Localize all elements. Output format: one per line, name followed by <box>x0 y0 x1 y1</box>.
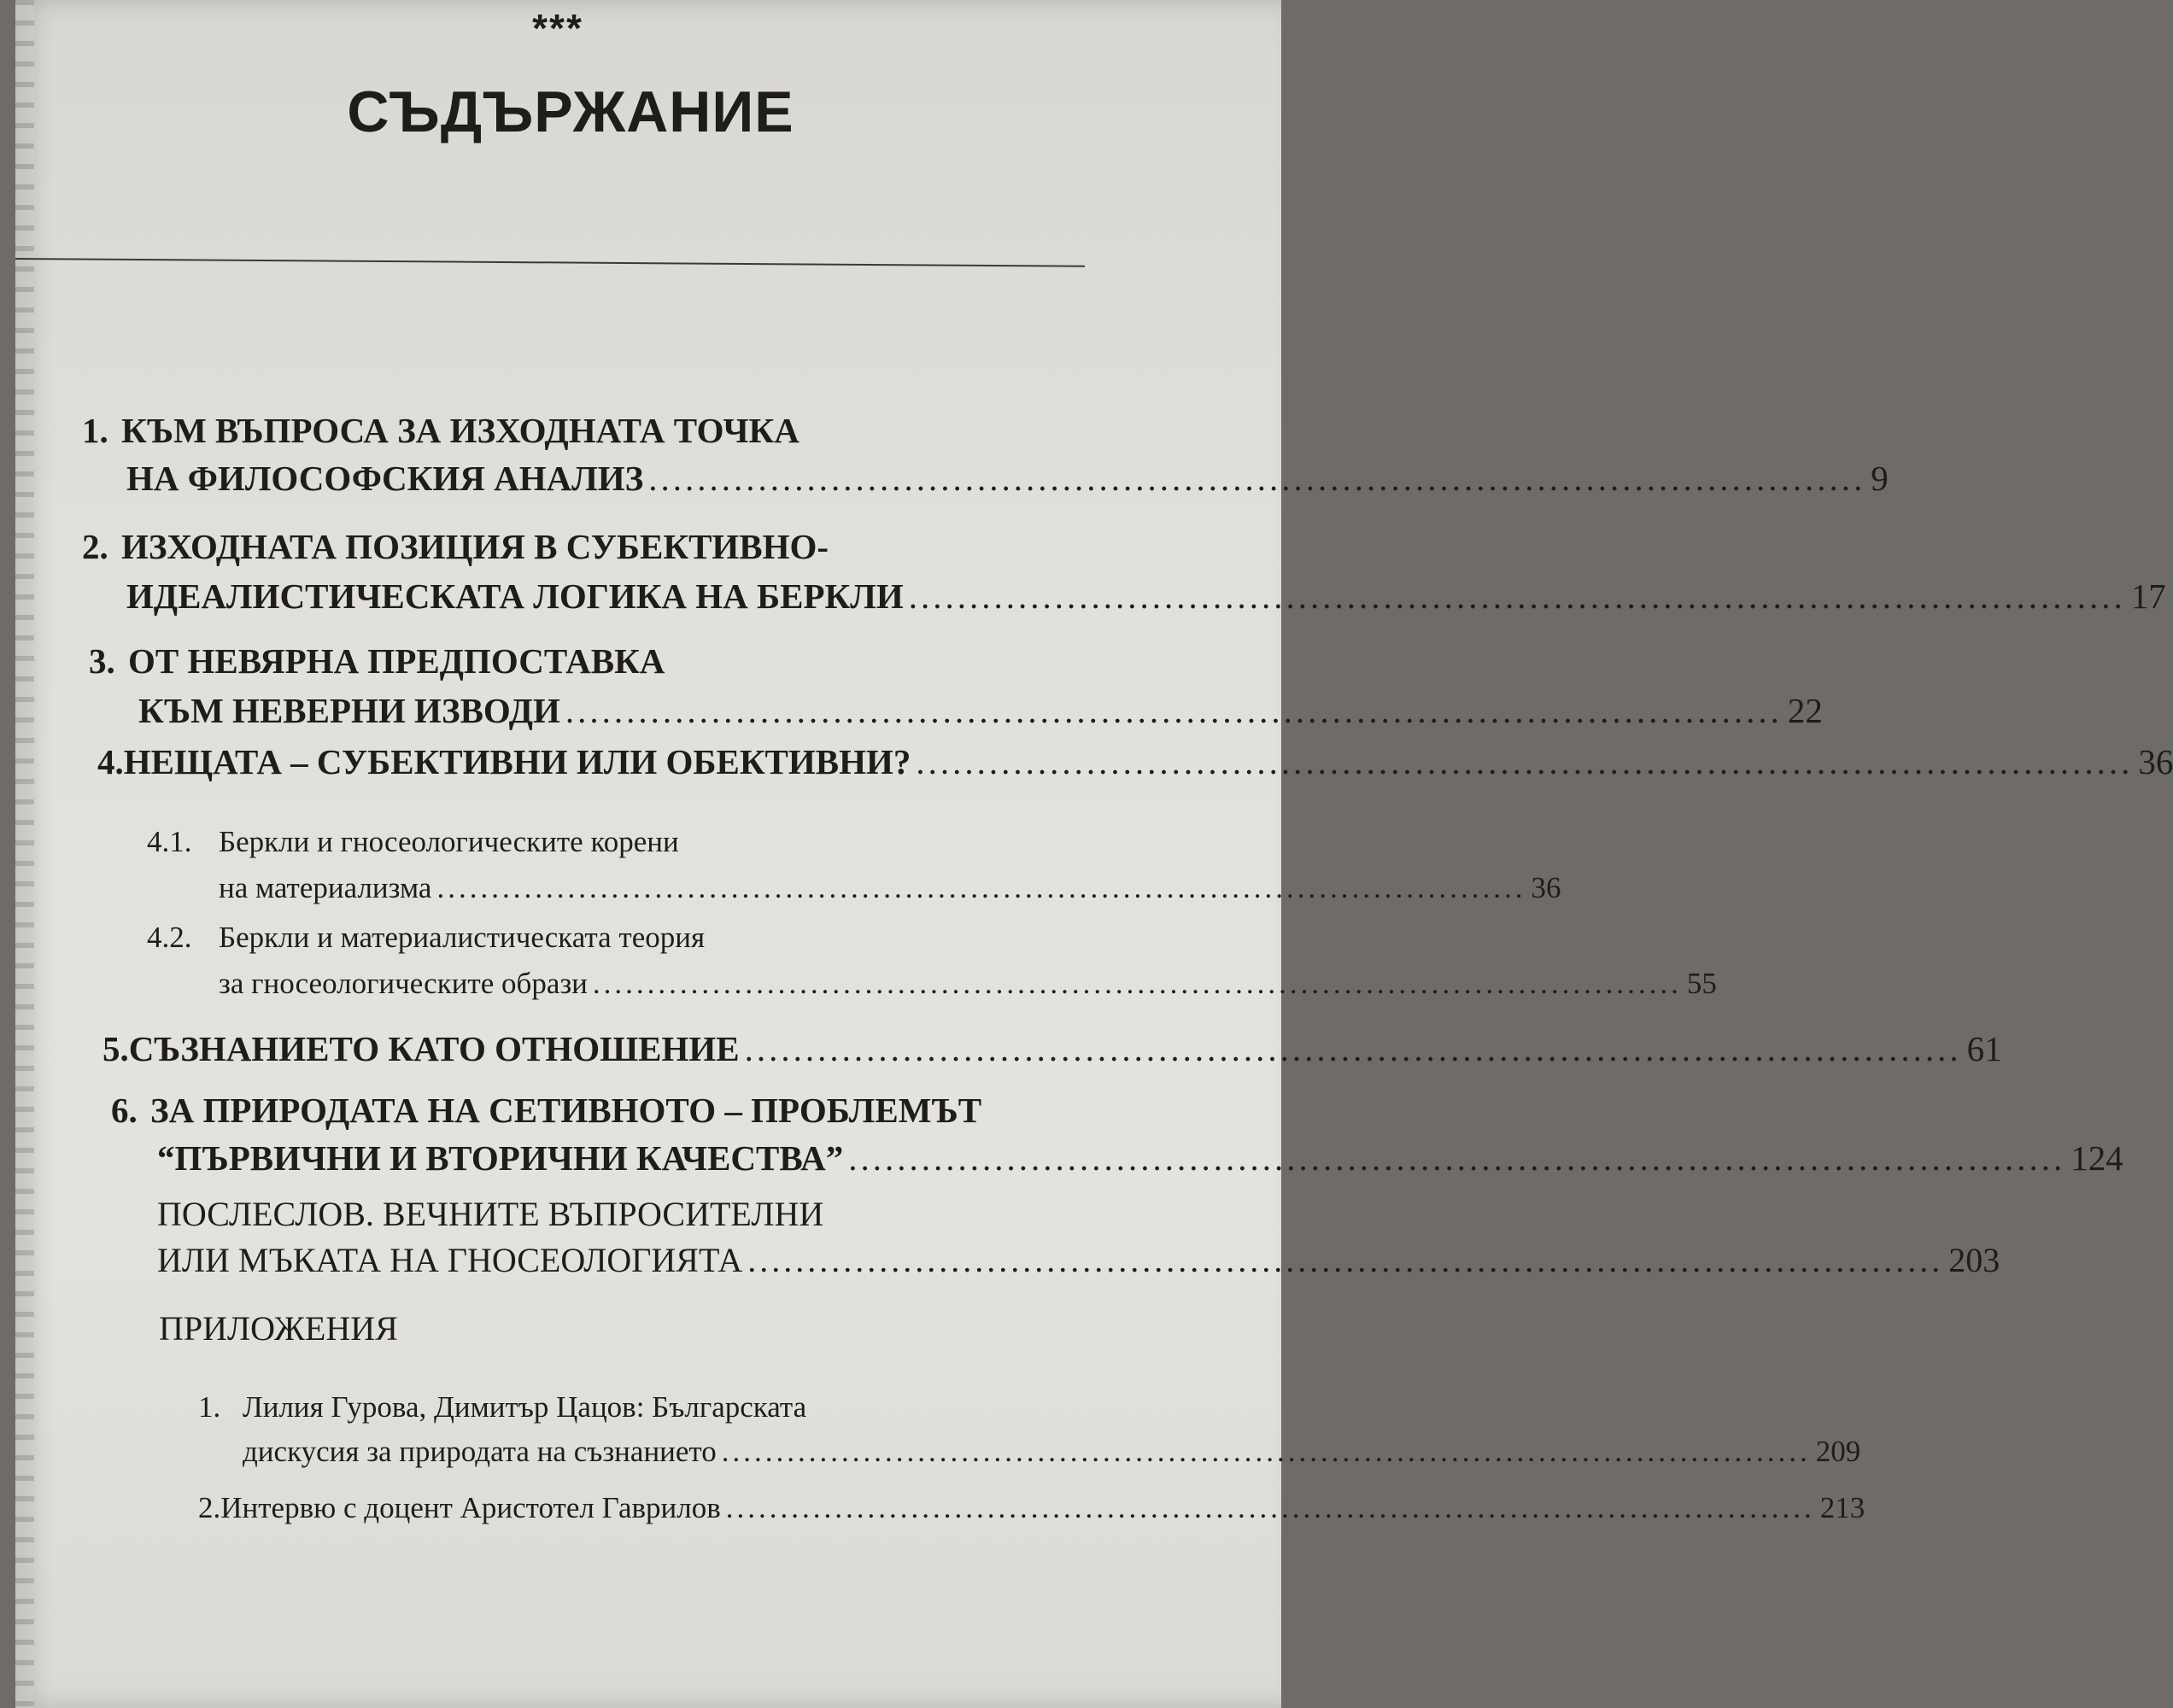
dot-leader: .................................................................................................... <box>848 1138 2066 1178</box>
toc-title-line1: ПОСЛЕСЛОВ. ВЕЧНИТЕ ВЪПРОСИТЕЛНИ <box>157 1195 824 1233</box>
dot-leader: .................................................................................................... <box>747 1241 1944 1279</box>
toc-section-appendices <box>159 1308 398 1349</box>
toc-page-number: 36 <box>1531 871 1561 904</box>
dot-leader: .................................................................................................... <box>744 1029 1962 1068</box>
toc-number: 2. <box>198 1491 221 1524</box>
toc-page-number: 203 <box>1948 1241 2000 1279</box>
toc-title-line1: Беркли и материалистическата теория <box>219 921 706 954</box>
toc-title-line1: Беркли и гносеологическите корени <box>219 825 679 858</box>
toc-page-number: 22 <box>1787 691 1823 730</box>
toc-title-line2: ИЛИ МЪКАТА НА ГНОСЕОЛОГИЯТА <box>157 1241 743 1279</box>
toc-title-line1: ИЗХОДНАТА ПОЗИЦИЯ В СУБЕКТИВНО- <box>121 527 829 566</box>
toc-number: 2. <box>82 527 108 566</box>
toc-title-line1: ПРИЛОЖЕНИЯ <box>159 1309 398 1348</box>
toc-title-line1: КЪМ ВЪПРОСА ЗА ИЗХОДНАТА ТОЧКА <box>121 411 800 450</box>
toc-title-line1: Интервю с доцент Аристотел Гаврилов <box>220 1491 721 1524</box>
toc-title-line1: Лилия Гурова, Димитър Цацов: Българската <box>243 1390 807 1424</box>
toc-title-line1: ОТ НЕВЯРНА ПРЕДПОСТАВКА <box>128 641 665 681</box>
toc-entry-4-2 <box>147 917 1717 1004</box>
toc-title-line2: НА ФИЛОСОФСКИЯ АНАЛИЗ <box>126 459 644 498</box>
toc-number: 6. <box>111 1091 138 1130</box>
page-edge <box>15 0 34 1708</box>
toc-page-number: 213 <box>1819 1491 1866 1524</box>
toc-entry-4 <box>97 741 2173 782</box>
toc-title-line2: “ПЪРВИЧНИ И ВТОРИЧНИ КАЧЕСТВА” <box>157 1138 844 1178</box>
dot-leader: .................................................................................................... <box>648 459 1866 498</box>
toc-number: 1. <box>82 411 108 450</box>
dot-leader: .................................................................................................... <box>721 1435 1811 1468</box>
toc-title-line2: КЪМ НЕВЕРНИ ИЗВОДИ <box>138 691 560 730</box>
dot-leader: .................................................................................................... <box>592 967 1682 1000</box>
toc-page-number: 17 <box>2130 576 2166 616</box>
toc-page-number: 36 <box>2138 742 2173 781</box>
page-title: СЪДЪРЖАНИЕ <box>347 79 794 144</box>
toc-title-line2: дискусия за природата на съзнанието <box>243 1435 717 1468</box>
dot-leader: .................................................................................................... <box>725 1491 1815 1524</box>
toc-number: 3. <box>89 641 115 681</box>
dot-leader: .................................................................................................... <box>565 691 1783 730</box>
toc-entry-afterword <box>157 1194 2000 1281</box>
toc-page-number: 55 <box>1686 967 1717 1000</box>
toc-number: 5. <box>102 1029 129 1068</box>
toc-number: 4.1. <box>147 825 192 858</box>
divider-line <box>15 258 1085 267</box>
dot-leader: .................................................................................................... <box>916 742 2134 781</box>
toc-number: 4.2. <box>147 921 192 954</box>
toc-page-number: 61 <box>1966 1029 2002 1068</box>
toc-page-number: 9 <box>1871 459 1889 498</box>
toc-entry-4-1 <box>147 822 1561 909</box>
toc-page-number: 124 <box>2070 1138 2123 1178</box>
toc-appendix-1 <box>198 1387 1861 1472</box>
book-page <box>15 0 2173 1708</box>
toc-entry-3 <box>89 640 1823 731</box>
toc-title-line1: ЗА ПРИРОДАТА НА СЕТИВНОТО – ПРОБЛЕМЪТ <box>150 1091 982 1130</box>
toc-page-number: 209 <box>1815 1435 1861 1468</box>
dot-leader: .................................................................................................... <box>908 576 2126 616</box>
toc-number: 4. <box>97 742 124 781</box>
toc-title-line2: за гносеологическите образи <box>219 967 588 1000</box>
toc-title-line1: НЕЩАТА – СУБЕКТИВНИ ИЛИ ОБЕКТИВНИ? <box>123 742 911 781</box>
dot-leader: .................................................................................................... <box>436 871 1526 904</box>
toc-number: 1. <box>198 1390 221 1424</box>
toc-title-line1: СЪЗНАНИЕТО КАТО ОТНОШЕНИЕ <box>128 1029 740 1068</box>
toc-entry-6 <box>111 1090 2123 1179</box>
toc-appendix-2 <box>198 1488 1866 1529</box>
toc-entry-5 <box>102 1028 2002 1069</box>
ornament-stars: *** <box>532 6 583 50</box>
toc-title-line2: ИДЕАЛИСТИЧЕСКАТА ЛОГИКА НА БЕРКЛИ <box>126 576 904 616</box>
toc-entry-2 <box>82 526 2166 617</box>
toc-entry-1 <box>82 410 1889 499</box>
toc-title-line2: на материализма <box>219 871 432 904</box>
